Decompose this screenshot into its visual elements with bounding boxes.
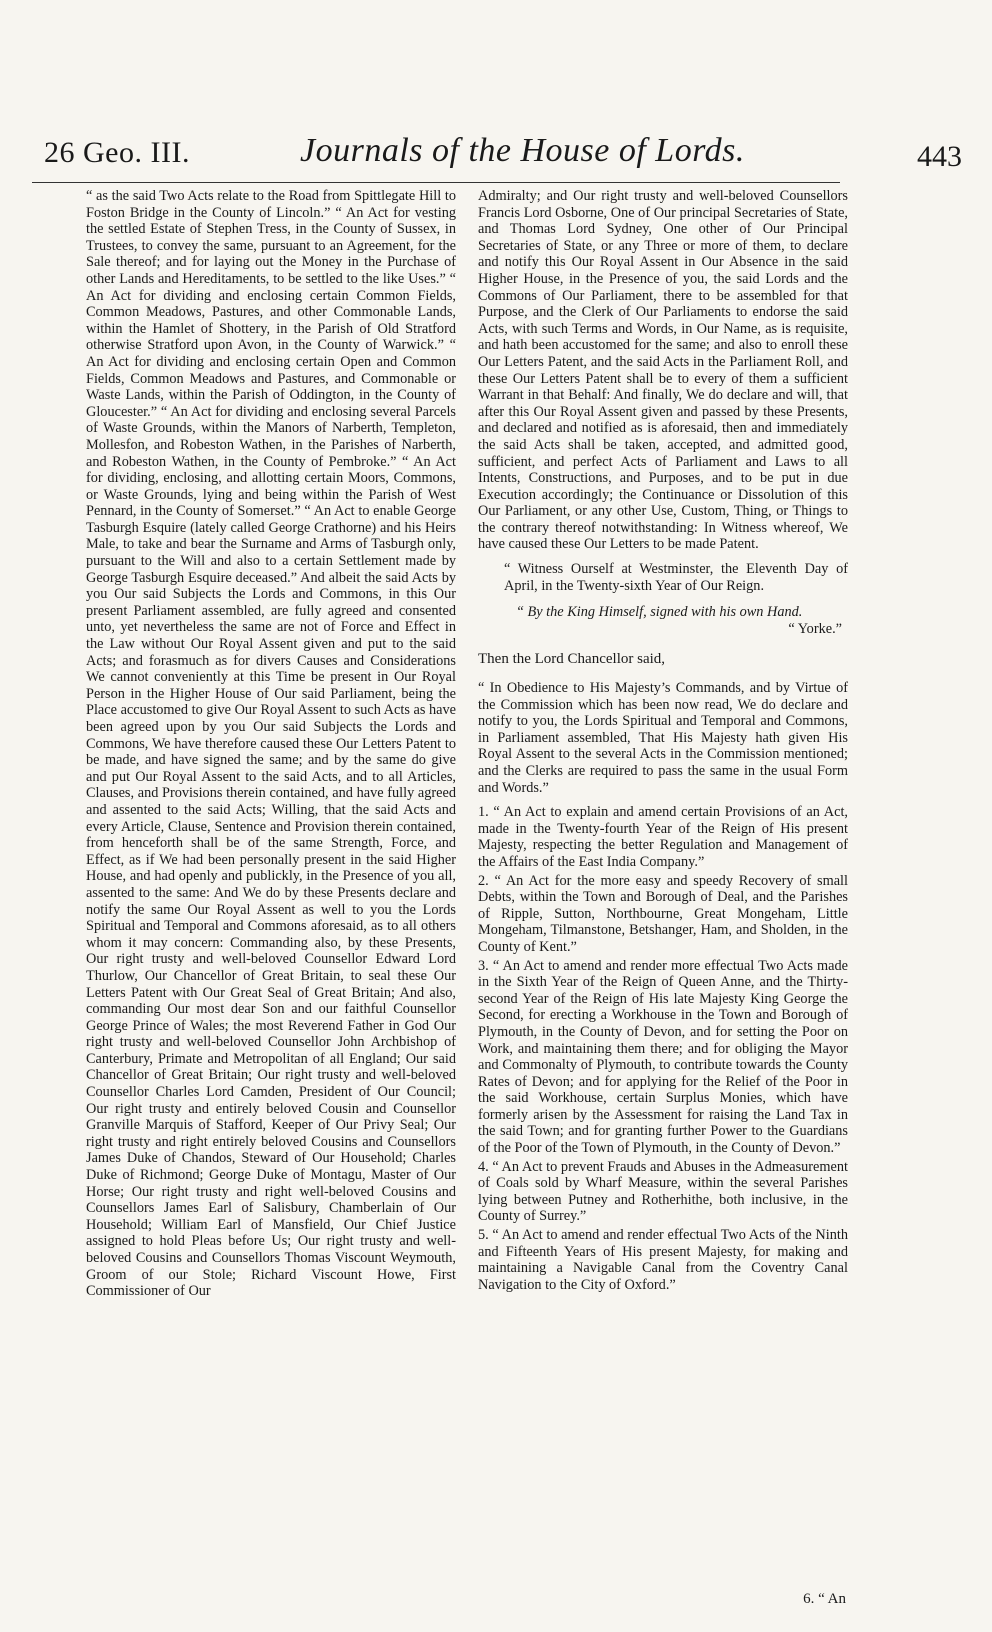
regnal-year: 26 Geo. III. — [44, 136, 190, 169]
witness-clause: “ Witness Ourself at Westminster, the Eleventh Day of April, in the Twenty-sixth Year of Our Reign. — [504, 561, 848, 594]
catchword: 6. “ An — [803, 1591, 846, 1607]
right-column — [478, 188, 848, 1295]
chancellor-said: Then the Lord Chancellor said, — [478, 651, 666, 668]
signature-name: “ Yorke.” — [788, 620, 842, 637]
page-header — [32, 126, 962, 186]
act-item: 2. “ An Act for the more easy and speedy Recovery of small Debts, within the Town and Borough of Deal, and the Parishes of Ripple, Sutton, Northbourne, Great Mongeham, Little Mongeham, Tilmanstone, Betshanger, Ham, and Sholden, in the County of Kent.” — [478, 872, 848, 955]
journal-title: Journals of the House of Lords. — [300, 132, 745, 169]
act-item: 4. “ An Act to prevent Frauds and Abuses in the Admeasurement of Coals sold by Wharf Measure, within the several Parishes lying between Putney and Rotherhithe, both inclusive, in the County of Surrey.” — [478, 1158, 848, 1225]
header-rule — [32, 182, 840, 183]
signature-line: “ By the King Himself, signed with his own Hand. — [516, 604, 803, 621]
commission-text-left: “ as the said Two Acts relate to the Road from Spittlegate Hill to Foston Bridge in the County of Lincoln.” “ An Act for vesting the settled Estate of Stephen Tress, in the County of Sussex, in Trustees, to convey the same, pursuant to an Agreement, for the Sale thereof; and for laying out the Money in the Purchase of other Lands and Hereditaments, to be settled to the like Uses.” “ An Act for dividing and enclosing certain Common Fields, Common Meadows, Pastures, and other Commonable Lands, within the Hamlet of Shottery, in the Parish of Old Stratford otherwise Stratford upon Avon, in the County of Warwick.” “ An Act for dividing and enclosing certain Open and Common Fields, Common Meadows and Pastures, and Commonable or Waste Lands, within the Parish of Oddington, in the County of Gloucester.” “ An Act for dividing and enclosing several Parcels of Waste Grounds, within the Manors of Narberth, Templeton, Mollesfon, and Robeston Wathen, in the Parishes of Narberth, and Robeston Wathen, in the County of Pembroke.” “ An Act for dividing, enclosing, and allotting certain Moors, Commons, or Waste Grounds, lying and being within the Parish of West Pennard, in the County of Somerset.” “ An Act to enable George Tasburgh Esquire (lately called George Crathorne) and his Heirs Male, to take and bear the Surname and Arms of Tasburgh only, pursuant to the Will and also to a certain Settlement made by George Tasburgh Esquire deceased.” And albeit the said Acts by you Our said Subjects the Lords and Commons, in this Our present Parliament assembled, are fully agreed and consented unto, yet nevertheless the same are not of Force and Effect in the Law without Our Royal Assent given and put to the said Acts; and forasmuch as for divers Causes and Considerations We cannot conveniently at this Time be present in Our Royal Person in the Higher House of Our said Parliament, being the Place accustomed to give Our Royal Assent to such Acts as have been agreed upon by you Our said Subjects the Lords and Commons, We have therefore caused these Our Letters Patent to be made, and have signed the same; and by the same do give and put Our Royal Assent to the said Acts, and to all Articles, Clauses, and Provisions therein contained, and have fully agreed and assented to the said Acts; Willing, that the said Acts and every Article, Clause, Sentence and Provision therein contained, from henceforth shall be of the same Strength, Force, and Effect, as if We had been personally present in the said Higher House, and had openly and publickly, in the Presence of you all, assented to the same: And We do by these Presents declare and notify the same Our Royal Assent as well to you the Lords Spiritual and Temporal and Commons aforesaid, as to all others whom it may concern: Commanding also, by these Presents, Our right trusty and well-beloved Counsellor Edward Lord Thurlow, Our Chancellor of Great Britain, to seal these Our Letters Patent with Our Great Seal of Great Britain; And also, commanding Our most dear Son and our faithful Counsellor George Prince of Wales; the most Reverend Father in God Our right trusty and well-beloved Counsellor John Archbishop of Canterbury, Primate and Metropolitan of all England; Our said Chancellor of Great Britain; Our right trusty and well-beloved Counsellor Charles Lord Camden, President of Our Council; Our right trusty and entirely beloved Cousin and Counsellor Granville Marquis of Stafford, Keeper of Our Privy Seal; Our right trusty and right entirely beloved Cousins and Counsellors James Duke of Chandos, Steward of Our Household; Charles Duke of Richmond; George Duke of Montagu, Master of Our Horse; Our right trusty and right well-beloved Cousins and Counsellors James Earl of Salisbury, Chamberlain of Our Household; William Earl of Mansfield, Our Chief Justice assigned to hold Pleas before Us; Our right trusty and well-beloved Cousins and Counsellors Thomas Viscount Weymouth, Groom of our Stole; Richard Viscount Howe, First Commissioner of Our — [86, 188, 456, 1300]
left-column — [86, 188, 456, 1300]
page-number: 443 — [917, 140, 962, 173]
act-item: 1. “ An Act to explain and amend certain Provisions of an Act, made in the Twenty-fourth Year of the Reign of His present Majesty, respecting the better Regulation and Management of the Affairs of the East India Company.” — [478, 804, 848, 870]
royal-signature — [478, 604, 848, 637]
chancellor-speech: “ In Obedience to His Majesty’s Commands, and by Virtue of the Commission which has been now read, We do declare and notify to you, the Lords Spiritual and Temporal and Commons, in Parliament assembled, That His Majesty hath given His Royal Assent to the several Acts in the Commission mentioned; and the Clerks are required to pass the same in the usual Form and Words.” — [478, 680, 848, 796]
act-item: 3. “ An Act to amend and render more effectual Two Acts made in the Sixth Year of the Reign of Queen Anne, and the Thirty-second Year of the Reign of His late Majesty King George the Second, for erecting a Workhouse in the Town and Borough of Plymouth, in the County of Devon, and for setting the Poor on Work, and maintaining them there; and for obliging the Mayor and Commonalty of Plymouth, to contribute towards the County Rates of Devon; and for applying for the Relief of the Poor in the said Workhouse, certain Surplus Monies, which have formerly arisen by the Assessment for raising the Land Tax in the said Town; and for granting further Power to the Guardians of the Poor of the Town of Plymouth, in the County of Devon.” — [478, 957, 848, 1157]
commission-text-right: Admiralty; and Our right trusty and well-beloved Counsellors Francis Lord Osborne, One of Our principal Secretaries of State, and Thomas Lord Sydney, One other of Our Principal Secretaries of State, or any Three or more of them, to declare and notify this Our Royal Assent in Our Absence in the said Higher House, in the Presence of you, the said Lords and the Commons of Our Parliament, there to be assembled for that Purpose, and the Clerk of Our Parliaments to endorse the said Acts, with such Terms and Words, in Our Name, as is requisite, and hath been accustomed for the same; and also to enroll these Our Letters Patent, and the said Acts in the Parliament Roll, and these Our Letters Patent shall be to every of them a sufficient Warrant in that Behalf: And finally, We do declare and will, that after this Our Royal Assent given and passed by these Presents, and declared and notified as is aforesaid, then and immediately the said Acts shall be taken, accepted, and admitted good, sufficient, and perfect Acts of Parliament and Laws to all Intents, Constructions, and Purposes, and to be put in due Execution accordingly; the Continuance or Dissolution of this Our Parliament, or any other Use, Custom, Thing, or Things to the contrary thereof notwithstanding: In Witness whereof, We have caused these Our Letters to be made Patent. — [478, 188, 848, 553]
act-item: 5. “ An Act to amend and render effectual Two Acts of the Ninth and Fifteenth Years of His present Majesty, for making and maintaining a Navigable Canal from the Coventry Canal Navigation to the City of Oxford.” — [478, 1227, 848, 1293]
